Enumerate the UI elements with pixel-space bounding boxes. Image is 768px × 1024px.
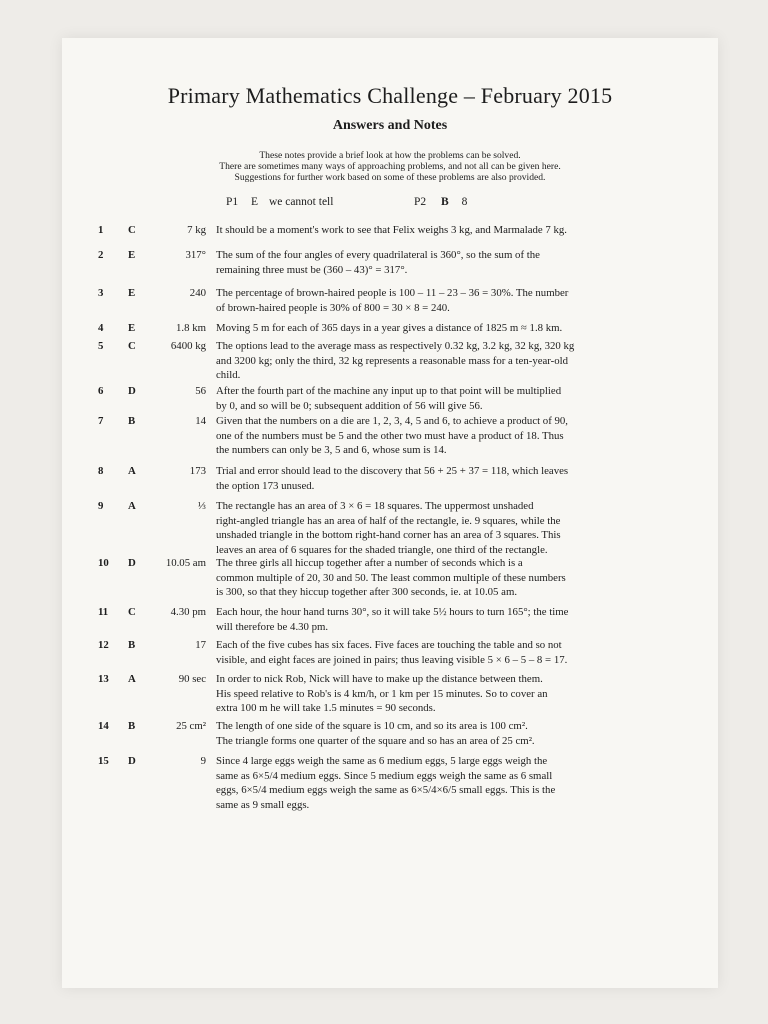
question-number: 7	[98, 415, 104, 427]
explanation-line: eggs, 6×5/4 medium eggs weigh the same as 6×5/4×6/5 small eggs. This is the	[216, 784, 556, 796]
answer-letter: C	[128, 340, 136, 352]
intro-line: Suggestions for further work based on some of these problems are also provided.	[234, 172, 546, 183]
answer-letter: B	[128, 639, 136, 651]
answer-explanation	[216, 384, 648, 413]
question-number: 12	[98, 639, 109, 651]
answer-explanation	[216, 321, 648, 336]
explanation-line: It should be a moment's work to see that Felix weighs 3 kg, and Marmalade 7 kg.	[216, 224, 567, 236]
answer-explanation	[216, 223, 648, 238]
answer-value: 6400 kg	[170, 340, 206, 352]
answer-value: 56	[195, 385, 206, 397]
explanation-line: the numbers can only be 3, 5 and 6, whose sum is 14.	[216, 444, 447, 456]
practice-note: we cannot tell	[268, 196, 334, 208]
answer-letter: B	[128, 720, 136, 732]
explanation-line: right-angled triangle has an area of half of the rectangle, ie. 9 squares, while the	[216, 514, 561, 527]
answer-letter: D	[128, 385, 136, 397]
question-number: 2	[98, 249, 104, 261]
answer-explanation	[216, 605, 648, 634]
question-number: 1	[98, 224, 104, 236]
answer-explanation	[216, 638, 648, 667]
answer-letter: D	[128, 557, 136, 569]
explanation-line: The rectangle has an area of 3 × 6 = 18 squares. The uppermost unshaded	[216, 500, 534, 512]
explanation-line: and 3200 kg; only the third, 32 kg represents a reasonable mass for a ten-year-old	[216, 354, 569, 367]
answer-value: 173	[189, 465, 206, 477]
answer-explanation	[216, 464, 648, 493]
practice-question-p2	[414, 196, 467, 208]
explanation-line: Given that the numbers on a die are 1, 2, 3, 4, 5 and 6, to achieve a product of 90,	[216, 415, 568, 427]
practice-answer: E	[251, 196, 259, 208]
explanation-line: unshaded triangle in the bottom right-hand corner has an area of 3 squares. This	[216, 529, 561, 541]
explanation-line: Moving 5 m for each of 365 days in a year gives a distance of 1825 m ≈ 1.8 km.	[216, 322, 563, 334]
explanation-line: The triangle forms one quarter of the square and so has an area of 25 cm².	[216, 734, 535, 747]
question-number: 8	[98, 465, 104, 477]
answer-value: 17	[195, 639, 206, 651]
explanation-line: child.	[216, 369, 241, 381]
practice-note: 8	[461, 196, 468, 208]
answer-letter: C	[128, 606, 136, 618]
explanation-line: extra 100 m he will take 1.5 minutes = 90 seconds.	[216, 702, 436, 714]
answer-letter: A	[128, 673, 136, 685]
explanation-line: visible, and eight faces are joined in pairs; thus leaving visible 5 × 6 – 5 – 8 = 17.	[216, 653, 568, 666]
explanation-line: The percentage of brown-haired people is 100 – 11 – 23 – 36 = 30%. The number	[216, 287, 569, 299]
explanation-line: is 300, so that they hiccup together after 300 seconds, ie. at 10.05 am.	[216, 586, 518, 598]
answer-value: 10.05 am	[165, 557, 206, 569]
answer-letter: D	[128, 755, 136, 767]
answer-value: 90 sec	[178, 673, 206, 685]
answer-value: 25 cm²	[176, 720, 206, 732]
answer-value: 14	[195, 415, 206, 427]
explanation-line: of brown-haired people is 30% of 800 = 30 × 8 = 240.	[216, 301, 450, 314]
explanation-line: Since 4 large eggs weigh the same as 6 medium eggs, 5 large eggs weigh the	[216, 755, 548, 767]
explanation-line: common multiple of 20, 30 and 50. The least common multiple of these numbers	[216, 571, 566, 584]
explanation-line: leaves an area of 6 squares for the shaded triangle, one third of the rectangle.	[216, 543, 548, 556]
practice-label: P1	[226, 196, 239, 208]
intro-notes	[62, 150, 718, 183]
explanation-line: The sum of the four angles of every quadrilateral is 360°, so the sum of the	[216, 249, 540, 261]
explanation-line: The length of one side of the square is 10 cm, and so its area is 100 cm².	[216, 720, 528, 732]
answer-value: 7 kg	[187, 224, 206, 236]
explanation-line: one of the numbers must be 5 and the other two must have a product of 18. Thus	[216, 429, 564, 442]
page-subtitle: Answers and Notes	[332, 118, 448, 133]
answer-explanation	[216, 414, 648, 458]
question-number: 11	[98, 606, 109, 618]
answer-letter: C	[128, 224, 136, 236]
explanation-line: The options lead to the average mass as respectively 0.32 kg, 3.2 kg, 32 kg, 320 kg	[216, 340, 575, 352]
answer-explanation	[216, 719, 648, 748]
answer-explanation	[216, 286, 648, 315]
explanation-line: same as 6×5/4 medium eggs. Since 5 medium eggs weigh the same as 6 small	[216, 769, 553, 782]
answer-value: 1.8 km	[176, 322, 206, 334]
answer-letter: B	[128, 415, 136, 427]
explanation-line: His speed relative to Rob's is 4 km/h, or 1 km per 15 minutes. So to cover an	[216, 687, 548, 700]
answer-explanation	[216, 672, 648, 716]
explanation-line: Each hour, the hour hand turns 30°, so it will take 5½ hours to turn 165°; the time	[216, 606, 569, 618]
answer-value: 240	[189, 287, 206, 299]
explanation-line: The three girls all hiccup together after a number of seconds which is a	[216, 557, 523, 569]
answer-explanation	[216, 339, 648, 383]
explanation-line: Each of the five cubes has six faces. Five faces are touching the table and so not	[216, 639, 562, 651]
question-number: 5	[98, 340, 104, 352]
question-number: 4	[98, 322, 104, 334]
question-number: 6	[98, 385, 104, 397]
intro-line: There are sometimes many ways of approaching problems, and not all can be given here.	[219, 161, 561, 172]
answer-explanation	[216, 248, 648, 277]
explanation-line: will therefore be 4.30 pm.	[216, 620, 329, 633]
answer-letter: A	[128, 500, 136, 512]
question-number: 9	[98, 500, 104, 512]
practice-answer: B	[441, 196, 449, 208]
question-number: 13	[98, 673, 109, 685]
answer-value: 9	[200, 755, 206, 767]
practice-question-p1	[226, 196, 333, 208]
question-number: 10	[98, 557, 109, 569]
explanation-line: Trial and error should lead to the discovery that 56 + 25 + 37 = 118, which leaves	[216, 465, 569, 477]
explanation-line: remaining three must be (360 – 43)° = 317°.	[216, 263, 408, 276]
answer-letter: E	[128, 287, 136, 299]
explanation-line: the option 173 unused.	[216, 479, 315, 492]
question-number: 14	[98, 720, 109, 732]
answer-letter: E	[128, 322, 136, 334]
explanation-line: same as 9 small eggs.	[216, 798, 310, 811]
answer-value: 4.30 pm	[170, 606, 206, 618]
answer-explanation	[216, 754, 648, 812]
practice-label: P2	[414, 196, 427, 208]
intro-line: These notes provide a brief look at how the problems can be solved.	[259, 150, 521, 161]
explanation-line: In order to nick Rob, Nick will have to make up the distance between them.	[216, 673, 543, 685]
page-title: Primary Mathematics Challenge – February 2015	[167, 83, 613, 108]
explanation-line: After the fourth part of the machine any input up to that point will be multiplied	[216, 385, 562, 397]
question-number: 15	[98, 755, 109, 767]
explanation-line: by 0, and so will be 0; subsequent addition of 56 will give 56.	[216, 399, 483, 412]
answer-explanation	[216, 499, 648, 557]
answer-letter: A	[128, 465, 136, 477]
answer-letter: E	[128, 249, 136, 261]
answer-sheet-page	[62, 38, 718, 988]
question-number: 3	[98, 287, 104, 299]
answer-value: 317°	[185, 249, 206, 261]
answer-value: ⅓	[197, 500, 206, 512]
answer-explanation	[216, 556, 648, 600]
